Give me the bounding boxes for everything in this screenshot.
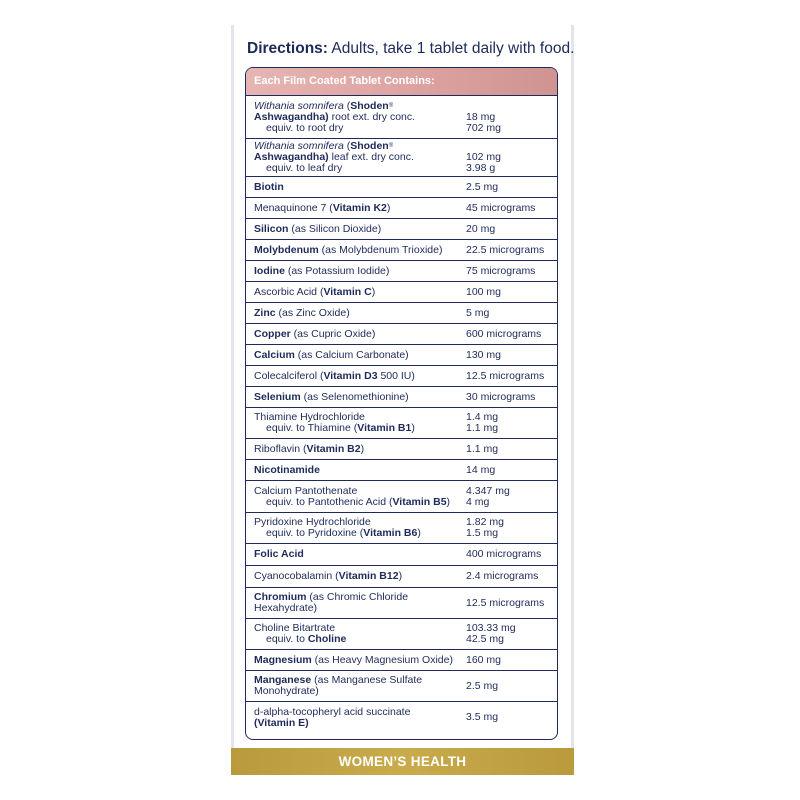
- ingredient-text: (as Silicon Dioxide): [288, 222, 382, 235]
- amount-line: 1.1 mg: [466, 422, 499, 434]
- ingredient-text: equiv. to Pantothenic Acid (: [266, 495, 393, 508]
- amount-line: 400 micrograms: [466, 548, 542, 560]
- ingredient-amount: [466, 366, 556, 386]
- amount-line: 14 mg: [466, 463, 496, 476]
- ingredient-amount: [466, 345, 556, 365]
- ingredient-text: ): [371, 285, 376, 298]
- ingredient-amount: [466, 198, 556, 218]
- ingredient-name: [254, 303, 459, 323]
- ingredient-text: Shoden: [350, 99, 389, 112]
- amount-line: 5 mg: [466, 306, 490, 319]
- amount-line: 160 mg: [466, 653, 502, 666]
- table-row: [246, 282, 557, 303]
- table-row: [246, 345, 557, 366]
- amount-line: 22.5 micrograms: [466, 243, 545, 256]
- table-row: [246, 460, 557, 481]
- ingredient-text: Cyanocobalamin (: [254, 570, 339, 582]
- ingredient-text: Vitamin B6: [363, 527, 418, 539]
- ingredient-text: Zinc: [254, 306, 276, 319]
- amount-line: 130 mg: [466, 348, 502, 361]
- ingredient-line: [254, 266, 459, 277]
- ingredient-text: ): [360, 442, 365, 455]
- ingredient-line: [254, 371, 459, 382]
- directions-label: Directions:: [247, 40, 328, 57]
- amount-line: 3.98 g: [466, 162, 496, 174]
- ingredients-panel-header: Each Film Coated Tablet Contains:: [246, 68, 557, 96]
- box-left-edge: [231, 25, 234, 775]
- ingredient-line: [254, 203, 459, 214]
- amount-line: 103.33 mg: [466, 622, 516, 634]
- ingredient-text: Menaquinone 7 (: [254, 201, 333, 214]
- ingredient-line: [254, 182, 459, 193]
- ingredient-text: d-alpha-tocopheryl acid succinate: [254, 705, 411, 718]
- table-row: [246, 387, 557, 408]
- amount-line: 2.4 micrograms: [466, 570, 539, 582]
- amount-line: 3.5 mg: [466, 711, 499, 723]
- ingredient-name: [254, 198, 459, 218]
- ingredient-text: ): [417, 527, 421, 539]
- ingredient-amount: [466, 588, 556, 618]
- ingredient-line: [254, 686, 459, 697]
- ingredient-line: [254, 329, 459, 340]
- amount-line: 2.5 mg: [466, 679, 499, 692]
- ingredient-amount: [466, 139, 556, 176]
- amount-line: 30 micrograms: [466, 390, 536, 403]
- ingredient-text: (as Potassium Iodide): [284, 264, 390, 277]
- ingredient-text: Choline Bitartrate: [254, 622, 336, 634]
- ingredient-text: ): [446, 495, 451, 508]
- ingredient-line: [254, 224, 459, 235]
- ingredient-text: Copper: [254, 327, 291, 340]
- table-row: [246, 96, 557, 139]
- ingredient-amount: [466, 324, 556, 344]
- table-row: [246, 198, 557, 219]
- table-row: [246, 177, 557, 198]
- ingredient-text: 500 IU): [377, 369, 415, 382]
- ingredient-text: Calcium: [254, 348, 295, 361]
- ingredient-name: [254, 619, 459, 649]
- amount-line: 100 mg: [466, 285, 502, 298]
- ingredient-text: Ashwagandha): [254, 110, 329, 123]
- table-row: [246, 650, 557, 671]
- ingredient-text: Vitamin B2: [306, 442, 361, 455]
- ingredient-name: [254, 345, 459, 365]
- ingredients-panel: [245, 67, 558, 740]
- ingredient-text: Choline: [307, 633, 347, 645]
- table-row: [246, 303, 557, 324]
- ingredient-text: Thiamine Hydrochloride: [254, 411, 365, 423]
- ingredient-name: [254, 513, 459, 543]
- ingredient-name: [254, 219, 459, 239]
- ingredient-text: Vitamin C: [323, 285, 372, 298]
- ingredient-line: [254, 245, 459, 256]
- ingredient-name: [254, 408, 459, 438]
- box-right-edge: [571, 25, 574, 775]
- amount-line: 1.4 mg: [466, 411, 499, 423]
- ingredient-text: Hexahydrate): [254, 602, 318, 614]
- ingredient-text: (as Heavy Magnesium Oxide): [311, 653, 453, 666]
- table-row: [246, 261, 557, 282]
- ingredient-name: [254, 240, 459, 260]
- ingredient-text: (: [343, 99, 351, 112]
- ingredient-text: Monohydrate): [254, 685, 319, 697]
- ingredient-name: [254, 96, 459, 138]
- ingredient-name: [254, 387, 459, 407]
- ingredient-name: [254, 702, 459, 733]
- ingredient-text: ): [411, 422, 415, 434]
- ingredient-line: [254, 392, 459, 403]
- ingredient-amount: [466, 387, 556, 407]
- ingredient-amount: [466, 177, 556, 197]
- directions-instructions: Adults, take 1 tablet daily with food.: [327, 40, 575, 57]
- ingredient-amount: [466, 671, 556, 701]
- ingredient-text: Iodine: [254, 264, 285, 277]
- table-row: [246, 702, 557, 733]
- ingredient-amount: [466, 303, 556, 323]
- ingredient-text: ): [398, 570, 403, 582]
- ingredient-amount: [466, 282, 556, 302]
- ingredient-text: (as Manganese Sulfate: [311, 674, 423, 686]
- ingredient-text: Riboflavin (: [254, 442, 307, 455]
- ingredient-name: [254, 282, 459, 302]
- table-row: [246, 139, 557, 177]
- ingredient-name: [254, 324, 459, 344]
- ingredient-amount: [466, 439, 556, 459]
- ingredient-name: [254, 588, 459, 618]
- ingredient-text: Molybdenum: [254, 243, 319, 256]
- ingredient-amount: [466, 650, 556, 670]
- ingredient-text: (as Calcium Carbonate): [294, 348, 409, 361]
- ingredient-text: equiv. to: [266, 633, 308, 645]
- ingredient-text: Vitamin B5: [392, 495, 447, 508]
- ingredient-text: ®: [388, 102, 394, 109]
- ingredient-name: [254, 261, 459, 281]
- ingredient-text: (Vitamin E): [254, 716, 309, 729]
- ingredient-text: Pyridoxine Hydrochloride: [254, 516, 371, 528]
- ingredient-amount: [466, 240, 556, 260]
- table-row: [246, 671, 557, 702]
- ingredient-text: (as Chromic Chloride: [306, 591, 409, 603]
- amount-line: 42.5 mg: [466, 633, 504, 645]
- amount-line: 75 micrograms: [466, 264, 536, 277]
- ingredient-text: Ascorbic Acid (: [254, 285, 324, 298]
- ingredient-text: equiv. to root dry: [266, 121, 344, 134]
- amount-line: 18 mg: [466, 110, 496, 123]
- ingredient-amount: [466, 96, 556, 138]
- ingredient-amount: [466, 460, 556, 480]
- ingredient-text: (as Zinc Oxide): [275, 306, 350, 319]
- table-row: [246, 513, 557, 544]
- ingredient-text: (: [343, 140, 351, 152]
- table-row: [246, 588, 557, 619]
- ingredient-name: [254, 139, 459, 176]
- ingredient-text: Chromium: [254, 591, 307, 603]
- amount-line: 4 mg: [466, 495, 490, 508]
- ingredient-text: Withania somnifera: [254, 140, 344, 152]
- amount-line: 1.82 mg: [466, 516, 504, 528]
- amount-line: 600 micrograms: [466, 327, 542, 340]
- ingredient-text: Shoden: [350, 140, 389, 152]
- ingredient-amount: [466, 544, 556, 565]
- ingredient-amount: [466, 566, 556, 587]
- ingredient-amount: [466, 219, 556, 239]
- ingredient-line: [254, 655, 459, 666]
- ingredient-line: [254, 123, 459, 134]
- ingredient-line: [254, 163, 459, 174]
- ingredient-line: [254, 718, 459, 729]
- table-row: [246, 324, 557, 345]
- ingredient-amount: [466, 513, 556, 543]
- ingredient-text: Vitamin K2: [332, 201, 387, 214]
- ingredient-line: [254, 444, 459, 455]
- table-row: [246, 219, 557, 240]
- ingredient-text: Selenium: [254, 390, 301, 403]
- ingredient-line: [254, 528, 459, 539]
- ingredient-text: (as Cupric Oxide): [290, 327, 376, 340]
- ingredient-text: Nicotinamide: [254, 463, 320, 476]
- directions-text: [247, 40, 575, 58]
- ingredient-amount: [466, 702, 556, 733]
- ingredient-text: Manganese: [254, 674, 312, 686]
- ingredient-text: Ashwagandha): [254, 151, 329, 163]
- ingredient-line: [254, 287, 459, 298]
- table-row: [246, 408, 557, 439]
- ingredient-text: equiv. to Pyridoxine (: [266, 527, 364, 539]
- ingredient-name: [254, 650, 459, 670]
- ingredient-line: [254, 350, 459, 361]
- ingredient-text: equiv. to Thiamine (: [266, 422, 358, 434]
- amount-line: 4.347 mg: [466, 484, 510, 497]
- table-row: [246, 439, 557, 460]
- ingredient-name: [254, 460, 459, 480]
- ingredient-text: Vitamin B12: [338, 570, 399, 582]
- table-row: [246, 481, 557, 513]
- ingredient-text: Vitamin B1: [357, 422, 412, 434]
- ingredient-name: [254, 177, 459, 197]
- ingredient-name: [254, 366, 459, 386]
- ingredient-name: [254, 481, 459, 512]
- ingredient-text: Folic Acid: [254, 548, 304, 560]
- ingredient-line: [254, 497, 459, 508]
- ingredient-line: [254, 549, 459, 560]
- table-row: [246, 366, 557, 387]
- ingredient-line: [254, 571, 459, 582]
- ingredient-line: [254, 603, 459, 614]
- ingredient-name: [254, 439, 459, 459]
- ingredient-text: ): [386, 201, 391, 214]
- amount-line: 1.1 mg: [466, 442, 499, 455]
- ingredient-text: Withania somnifera: [254, 99, 344, 112]
- ingredient-line: [254, 308, 459, 319]
- table-row: [246, 544, 557, 566]
- amount-line: [466, 101, 556, 112]
- ingredient-name: [254, 566, 459, 587]
- amount-line: 12.5 micrograms: [466, 369, 545, 382]
- ingredient-line: [254, 423, 459, 434]
- ingredient-text: ®: [388, 143, 394, 149]
- womens-health-banner: WOMEN’S HEALTH: [231, 748, 574, 775]
- ingredient-text: (as Selenomethionine): [300, 390, 409, 403]
- ingredient-text: equiv. to leaf dry: [266, 162, 343, 174]
- ingredient-text: Calcium Pantothenate: [254, 484, 358, 497]
- table-row: [246, 619, 557, 650]
- ingredient-text: Colecalciferol (: [254, 369, 324, 382]
- ingredient-text: leaf ext. dry conc.: [328, 151, 414, 163]
- ingredient-text: Magnesium: [254, 653, 312, 666]
- ingredient-line: [254, 634, 459, 645]
- ingredient-text: root ext. dry conc.: [328, 110, 416, 123]
- amount-line: 2.5 mg: [466, 180, 499, 193]
- ingredient-line: [254, 465, 459, 476]
- ingredient-amount: [466, 481, 556, 512]
- ingredient-name: [254, 671, 459, 701]
- ingredient-amount: [466, 619, 556, 649]
- ingredient-text: (as Molybdenum Trioxide): [318, 243, 443, 256]
- ingredients-table: [246, 96, 557, 733]
- ingredient-text: Vitamin D3: [323, 369, 378, 382]
- amount-line: 12.5 micrograms: [466, 596, 545, 609]
- ingredient-text: Biotin: [254, 180, 284, 193]
- ingredient-amount: [466, 408, 556, 438]
- table-row: [246, 566, 557, 588]
- ingredient-name: [254, 544, 459, 565]
- amount-line: 45 micrograms: [466, 201, 536, 214]
- amount-line: 20 mg: [466, 222, 496, 235]
- amount-line: 1.5 mg: [466, 527, 499, 539]
- ingredient-text: Silicon: [254, 222, 289, 235]
- amount-line: 702 mg: [466, 121, 502, 134]
- amount-line: 102 mg: [466, 151, 502, 163]
- ingredient-amount: [466, 261, 556, 281]
- table-row: [246, 240, 557, 261]
